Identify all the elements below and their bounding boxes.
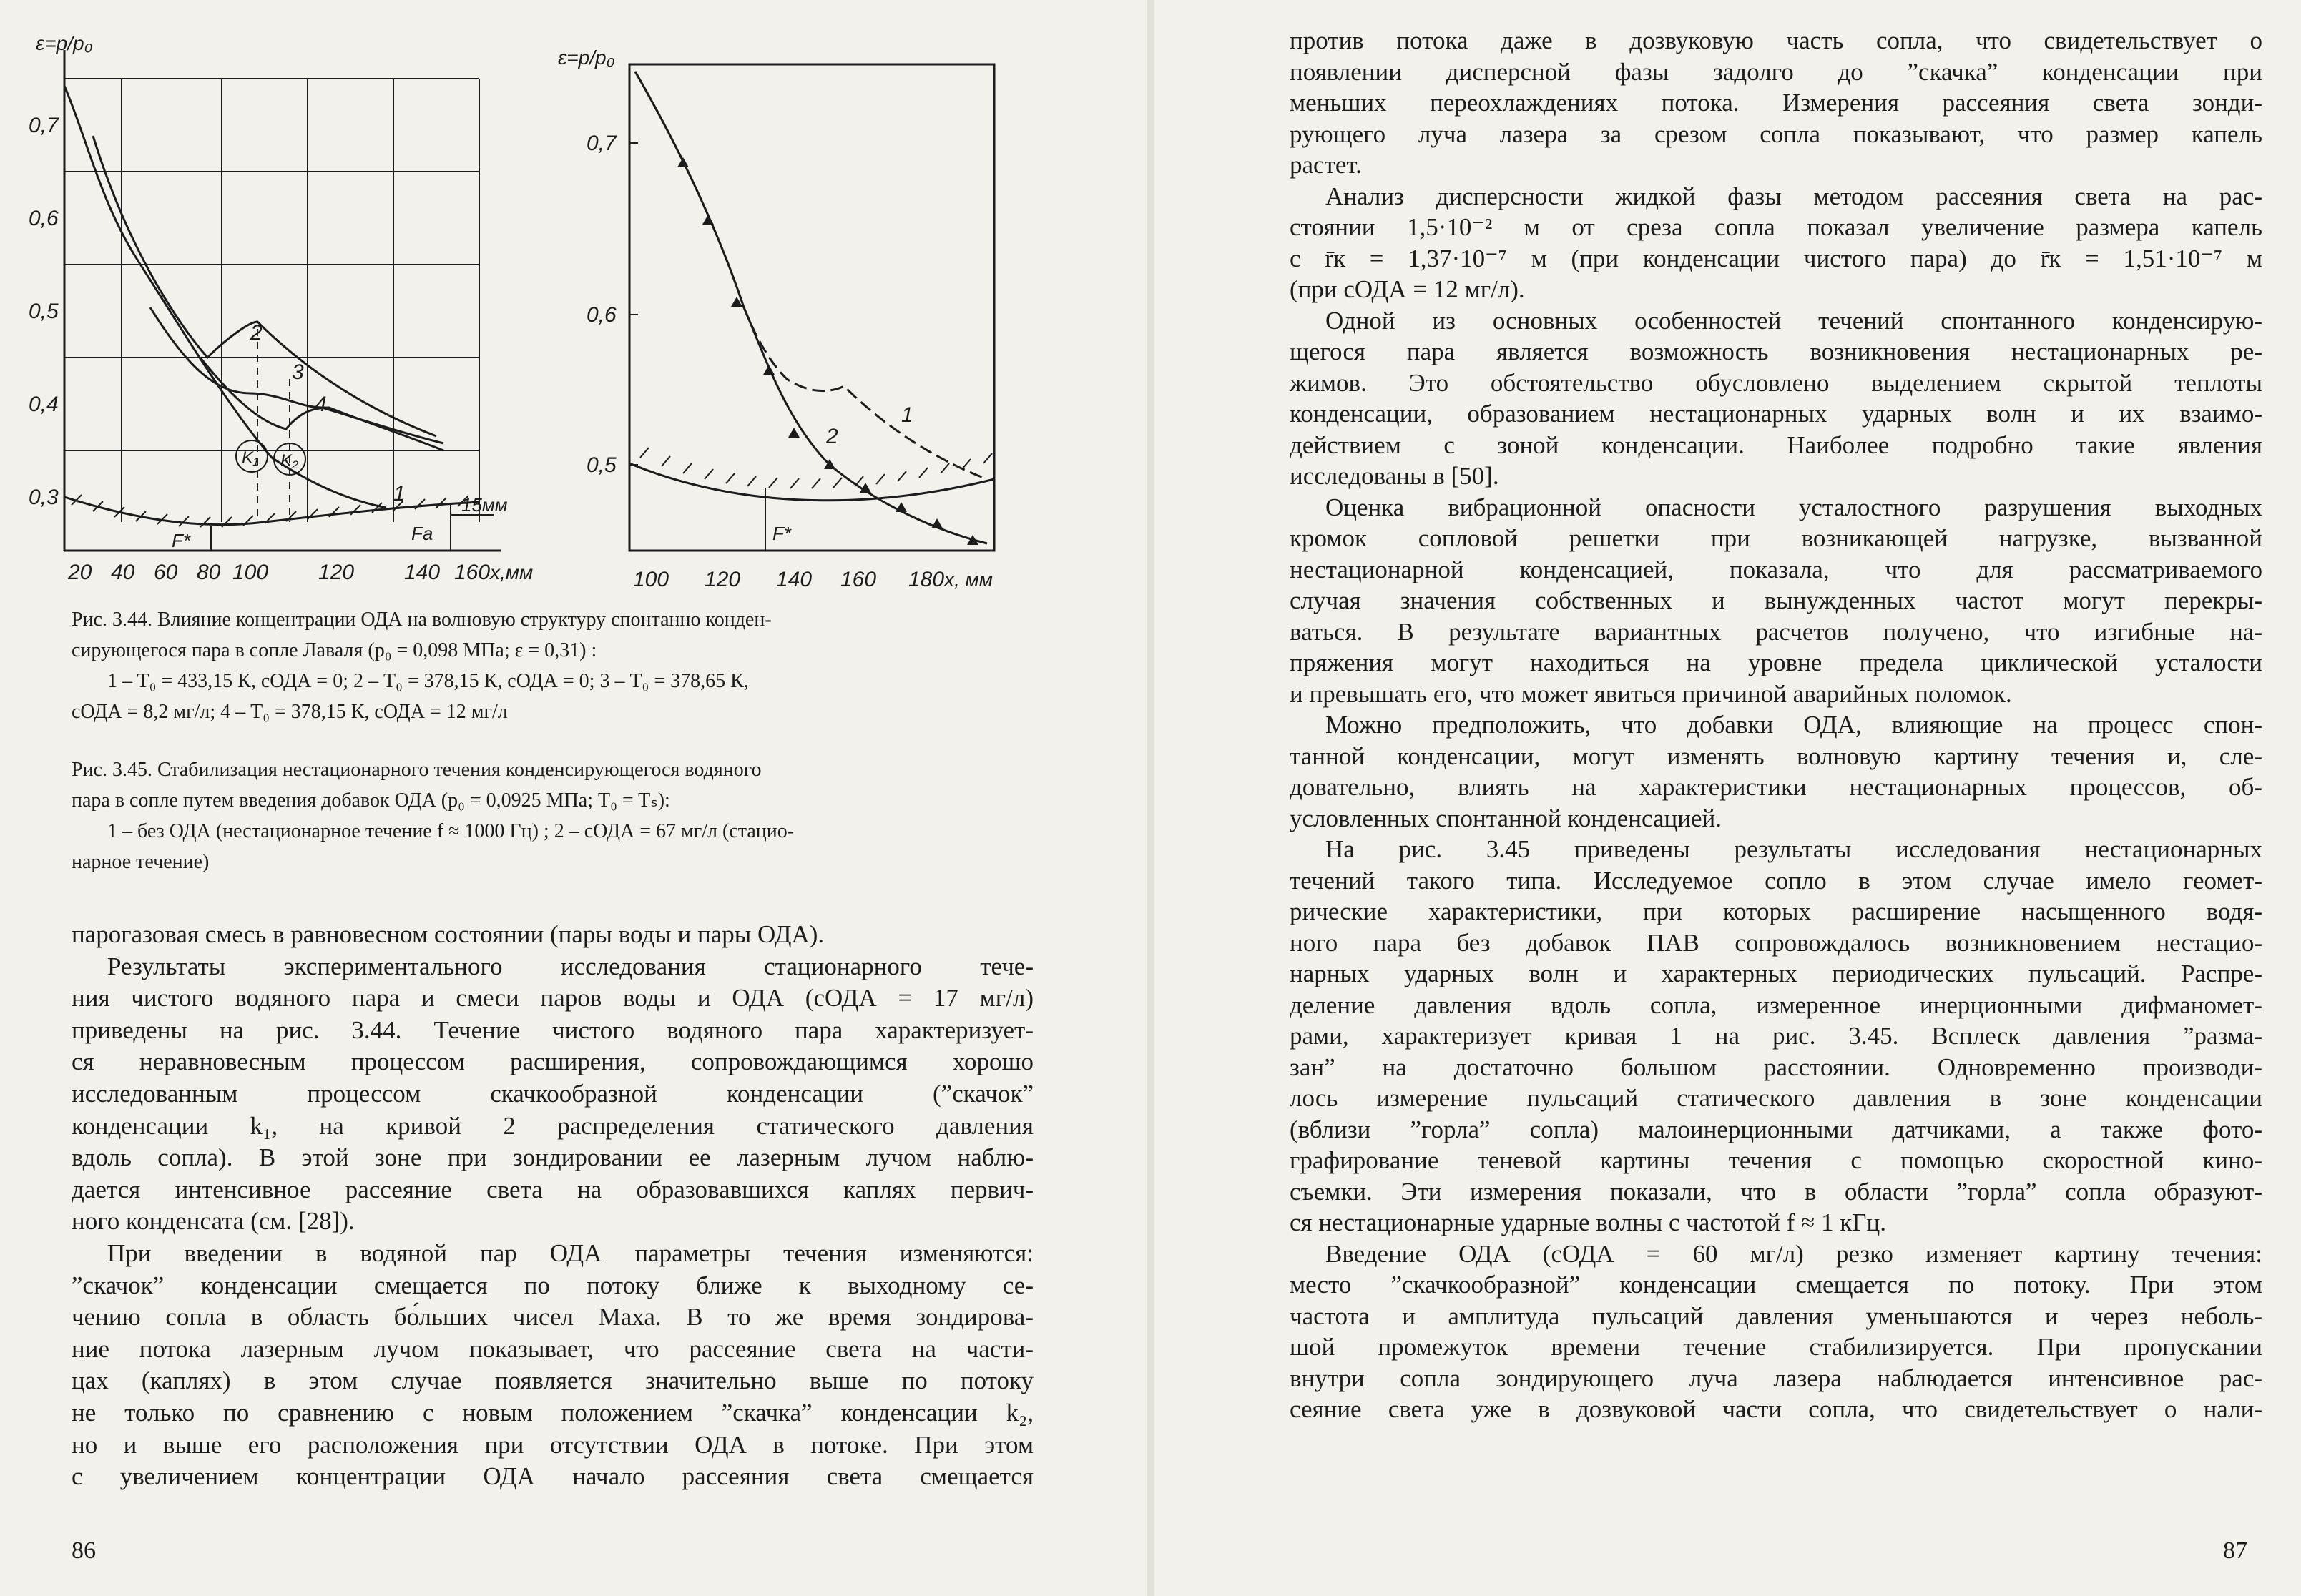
caption-line: cОДА = 8,2 мг/л; 4 – T₀ = 378,15 К, cОДА = 12 мг/л bbox=[72, 701, 508, 723]
curve-label: 3 bbox=[292, 360, 304, 384]
text-line: кромок сопловой решетки при возникающей нагрузке, вызванной bbox=[1290, 524, 2262, 552]
text-line: ние потока лазерным лучом показывает, что рассеяние света на части- bbox=[72, 1334, 1034, 1363]
text-line: рические характеристики, при которых расширение насыщенного водя- bbox=[1290, 897, 2262, 925]
y-axis-label: ε=p/p₀ bbox=[558, 46, 615, 69]
curve-1-dashed bbox=[635, 72, 987, 479]
nozzle-hatch bbox=[640, 448, 992, 488]
text-line: внутри сопла зондирующего луча лазера наблюдается интенсивное рас- bbox=[1290, 1364, 2262, 1392]
text-line: приведены на рис. 3.44. Течение чистого водяного пара характеризует- bbox=[72, 1015, 1034, 1044]
curve-label: 1 bbox=[901, 403, 913, 427]
curve-2-marker bbox=[677, 157, 689, 167]
text-line: действием с зоной конденсации. Наиболее подробно такие явления bbox=[1290, 430, 2262, 459]
text-line: но и выше его расположения при отсутствии ОДА в потоке. При этом bbox=[72, 1430, 1034, 1459]
paragraph bbox=[72, 951, 1034, 1238]
text-line: против потока даже в дозвуковую часть сопла, что свидетельствует о bbox=[1290, 26, 2262, 54]
curve-2-marker bbox=[763, 365, 775, 375]
text-line: с увеличением концентрации ОДА начало рассеяния света смещается bbox=[72, 1462, 1034, 1491]
text-line: ся неравновесным процессом расширения, сопровождающимся хорошо bbox=[72, 1048, 1034, 1076]
curve-2-solid bbox=[635, 72, 987, 543]
text-line: зан” на достаточно большом расстоянии. Одновременно производи- bbox=[1290, 1053, 2262, 1081]
figure-3-44 bbox=[29, 21, 558, 593]
text-line: случая значения собственных и вынужденных частот могут перекры- bbox=[1290, 586, 2262, 614]
text-line: дается интенсивное рассеяние света на образовавшихся каплях первич- bbox=[72, 1175, 1034, 1203]
curve-2-marker bbox=[788, 428, 800, 438]
x-tick: 140 bbox=[776, 568, 813, 591]
paragraph bbox=[1290, 492, 2262, 710]
y-tick: 0,7 bbox=[29, 114, 59, 137]
right-page bbox=[1150, 0, 2301, 1596]
curve-2-marker bbox=[896, 502, 907, 512]
curve-2-marker bbox=[702, 215, 714, 225]
caption-line: нарное течение) bbox=[72, 851, 210, 873]
x-tick: 40 bbox=[111, 561, 135, 584]
text-line: щегося пара является возможность возникновения нестационарных ре- bbox=[1290, 338, 2262, 365]
text-line: вдоль сопла). В этой зоне при зондировании ее лазерным лучом наблю- bbox=[72, 1143, 1034, 1172]
text-line: сеяние света уже в дозвуковой части сопла, что свидетельствует о нали- bbox=[1290, 1395, 2262, 1423]
y-tick: 0,5 bbox=[587, 453, 617, 477]
k2-label: K₂ bbox=[280, 451, 299, 471]
paragraph bbox=[1290, 834, 2262, 1238]
text-line: довательно, влиять на характеристики нестационарных процессов, об- bbox=[1290, 773, 2262, 801]
text-line: рующего луча лазера за срезом сопла показывают, что размер капель bbox=[1290, 119, 2262, 148]
paragraph bbox=[1290, 709, 2262, 834]
x-tick: 180 bbox=[908, 568, 945, 591]
paragraph bbox=[72, 1238, 1034, 1493]
text-line: графирование теневой картины течения с помощью скоростной кино- bbox=[1290, 1146, 2262, 1174]
paragraph bbox=[1290, 1238, 2262, 1425]
text-line: Введение ОДА (cОДА = 60 мг/л) резко изменяет картину течения: bbox=[1325, 1239, 2262, 1268]
text-line: место ”скачкообразной” конденсации смещается по потоку. При этом bbox=[1290, 1271, 2262, 1299]
text-line: частота и амплитуда пульсаций давления уменьшаются и через неболь- bbox=[1290, 1301, 2262, 1330]
paragraph bbox=[1290, 181, 2262, 305]
curve-label: 2 bbox=[250, 321, 263, 345]
caption-line: 1 – T₀ = 433,15 К, cОДА = 0; 2 – T₀ = 378,15 К, cОДА = 0; 3 – T₀ = 378,65 К, bbox=[107, 670, 749, 692]
text-line: цах (каплях) в этом случае появляется значительно выше по потоку bbox=[72, 1366, 1034, 1395]
curve-2-marker bbox=[931, 518, 943, 528]
paragraph bbox=[72, 919, 1034, 951]
x-tick: 20 bbox=[68, 561, 92, 584]
curve-1 bbox=[64, 86, 386, 508]
y-axis-label: ε=p/p₀ bbox=[36, 32, 93, 54]
nozzle-wall bbox=[629, 463, 994, 501]
text-line: танной конденсации, могут изменять волновую картину течения и, сле- bbox=[1290, 742, 2262, 770]
x-tick: 160 bbox=[840, 568, 877, 591]
text-line: конденсации k₁, на кривой 2 распределения статического давления bbox=[72, 1111, 1034, 1140]
x-tick: 100 bbox=[232, 561, 269, 584]
text-line: нестационарной конденсацией, показала, что для рассматриваемого bbox=[1290, 555, 2262, 583]
y-tick: 0,3 bbox=[29, 486, 59, 509]
x-axis-label: x,мм bbox=[490, 561, 534, 583]
curve-label: 4 bbox=[315, 393, 327, 416]
nozzle-wall bbox=[64, 497, 479, 525]
text-line: и превышать его, что может явиться причиной аварийных поломок. bbox=[1290, 679, 2012, 708]
text-line: съемки. Эти измерения показали, что в области ”горла” сопла образуют- bbox=[1290, 1177, 2262, 1206]
text-line: ”скачок” конденсации смещается по потоку ближе к выходному се- bbox=[72, 1271, 1034, 1299]
text-line: парогазовая смесь в равновесном состоянии (пары воды и пары ОДА). bbox=[72, 920, 825, 948]
text-line: При введении в водяной пар ОДА параметры течения изменяются: bbox=[107, 1238, 1034, 1267]
text-line: течений такого типа. Исследуемое сопло в этом случае имело геомет- bbox=[1290, 866, 2262, 895]
caption-line: пара в сопле путем введения добавок ОДА (p₀ = 0,0925 МПа; T₀ = Tₛ): bbox=[72, 789, 670, 812]
text-line: исследованным процессом скачкообразной конденсации (”скачок” bbox=[72, 1079, 1034, 1108]
text-line: Оценка вибрационной опасности усталостного разрушения выходных bbox=[1325, 493, 2262, 521]
text-line: Результаты экспериментального исследования стационарного тече- bbox=[107, 952, 1034, 980]
caption-fig-3-44 bbox=[72, 604, 1034, 727]
text-line: ного пара без добавок ПАВ сопровождалось возникновением нестацио- bbox=[1290, 928, 2262, 957]
text-line: конденсации, образованием нестационарных ударных волн и их взаимо- bbox=[1290, 400, 2262, 428]
text-line: чению сопла в область бо́льших чисел Маха. В то же время зондирова- bbox=[72, 1303, 1034, 1331]
curve-label: 2 bbox=[826, 425, 838, 448]
text-line: жимов. Это обстоятельство обусловлено выделением скрытой теплоты bbox=[1290, 368, 2262, 397]
text-line: пряжения могут находиться на уровне предела циклической усталости bbox=[1290, 649, 2262, 676]
y-tick: 0,7 bbox=[587, 132, 617, 155]
y-tick: 0,5 bbox=[29, 300, 59, 323]
y-tick: 0,6 bbox=[587, 303, 617, 327]
text-line: растет. bbox=[1290, 151, 1362, 179]
x-tick: 120 bbox=[705, 568, 741, 591]
left-page bbox=[0, 0, 1150, 1596]
curve-label: 1 bbox=[393, 482, 406, 506]
k1-label: K₁ bbox=[242, 448, 259, 468]
fa-label: Fa bbox=[411, 523, 433, 544]
text-line: нарных ударных волн и характерных периодических пульсаций. Распре- bbox=[1290, 960, 2262, 987]
text-line: деление давления вдоль сопла, измеренное инерционными дифманомет- bbox=[1290, 990, 2262, 1019]
text-line: условленных спонтанной конденсацией. bbox=[1290, 804, 1722, 832]
caption-line: 1 – без ОДА (нестационарное течение f ≈ 1000 Гц) ; 2 – cОДА = 67 мг/л (стацио- bbox=[107, 820, 795, 842]
x-axis-label: x, мм bbox=[944, 568, 993, 591]
text-line: рами, характеризует кривая 1 на рис. 3.45. Всплеск давления ”разма- bbox=[1290, 1022, 2262, 1050]
plot-frame bbox=[629, 64, 994, 551]
x-tick: 160 bbox=[454, 561, 491, 584]
text-line: меньших переохлаждениях потока. Измерения рассеяния света зонди- bbox=[1290, 89, 2262, 117]
text-line: Можно предположить, что добавки ОДА, влияющие на процесс спон- bbox=[1325, 711, 2262, 739]
text-line: На рис. 3.45 приведены результаты исследования нестационарных bbox=[1325, 835, 2262, 863]
caption-line: сирующегося пара в сопле Лаваля (p₀ = 0,098 МПа; ε = 0,31) : bbox=[72, 639, 597, 661]
text-line: с r̄к = 1,37·10⁻⁷ м (при конденсации чистого пара) до r̄к = 1,51·10⁻⁷ м bbox=[1290, 244, 2262, 272]
text-line: появлении дисперсной фазы задолго до ”скачка” конденсации при bbox=[1290, 57, 2262, 86]
text-line: ваться. В результате вариантных расчетов получено, что изгибные на- bbox=[1290, 617, 2262, 646]
paragraph bbox=[1290, 305, 2262, 492]
left-body-text bbox=[72, 919, 1034, 1493]
page-number: 86 bbox=[72, 1537, 96, 1564]
x-tick: 140 bbox=[404, 561, 441, 584]
page-number: 87 bbox=[2223, 1537, 2247, 1564]
caption-line: Рис. 3.45. Стабилизация нестационарного течения конденсирующегося водяного bbox=[72, 759, 762, 781]
y-tick: 0,4 bbox=[29, 393, 59, 416]
x-tick: 100 bbox=[633, 568, 669, 591]
text-line: исследованы в [50]. bbox=[1290, 462, 1499, 490]
figure-3-45 bbox=[558, 21, 1016, 593]
text-line: Анализ дисперсности жидкой фазы методом рассеяния света на рас- bbox=[1325, 182, 2262, 210]
caption-line: Рис. 3.44. Влияние концентрации ОДА на волновую структуру спонтанно конден- bbox=[72, 609, 772, 631]
x-tick: 80 bbox=[197, 561, 221, 584]
text-line: (вблизи ”горла” сопла) малоинерционными датчиками, а также фото- bbox=[1290, 1115, 2262, 1143]
f-star-label: F* bbox=[172, 530, 190, 551]
text-line: (при cОДА = 12 мг/л). bbox=[1290, 275, 1525, 303]
y-tick: 0,6 bbox=[29, 207, 59, 230]
text-line: стоянии 1,5·10⁻² м от среза сопла показал увеличение размера капель bbox=[1290, 213, 2262, 241]
text-line: лось измерение пульсаций статического давления в зоне конденсации bbox=[1290, 1084, 2262, 1112]
x-tick: 120 bbox=[318, 561, 355, 584]
text-line: ния чистого водяного пара и смеси паров воды и ОДА (cОДА = 17 мг/л) bbox=[72, 984, 1034, 1013]
text-line: шой промежуток времени течение стабилизируется. При пропускании bbox=[1290, 1333, 2262, 1361]
15mm-label: 15мм bbox=[461, 494, 508, 516]
text-line: ся нестационарные ударные волны с частотой f ≈ 1 кГц. bbox=[1290, 1208, 1887, 1236]
curve-2 bbox=[93, 136, 436, 436]
text-line: Одной из основных особенностей течений спонтанного конденсирую- bbox=[1325, 306, 2262, 335]
right-body-text bbox=[1290, 25, 2262, 1425]
x-tick: 60 bbox=[154, 561, 178, 584]
caption-fig-3-45 bbox=[72, 754, 1034, 877]
f-star-label: F* bbox=[772, 523, 791, 544]
text-line: не только по сравнению с новым положением ”скачка” конденсации k₂, bbox=[72, 1398, 1034, 1427]
text-line: ного конденсата (см. [28]). bbox=[72, 1207, 355, 1236]
paragraph bbox=[1290, 25, 2262, 181]
